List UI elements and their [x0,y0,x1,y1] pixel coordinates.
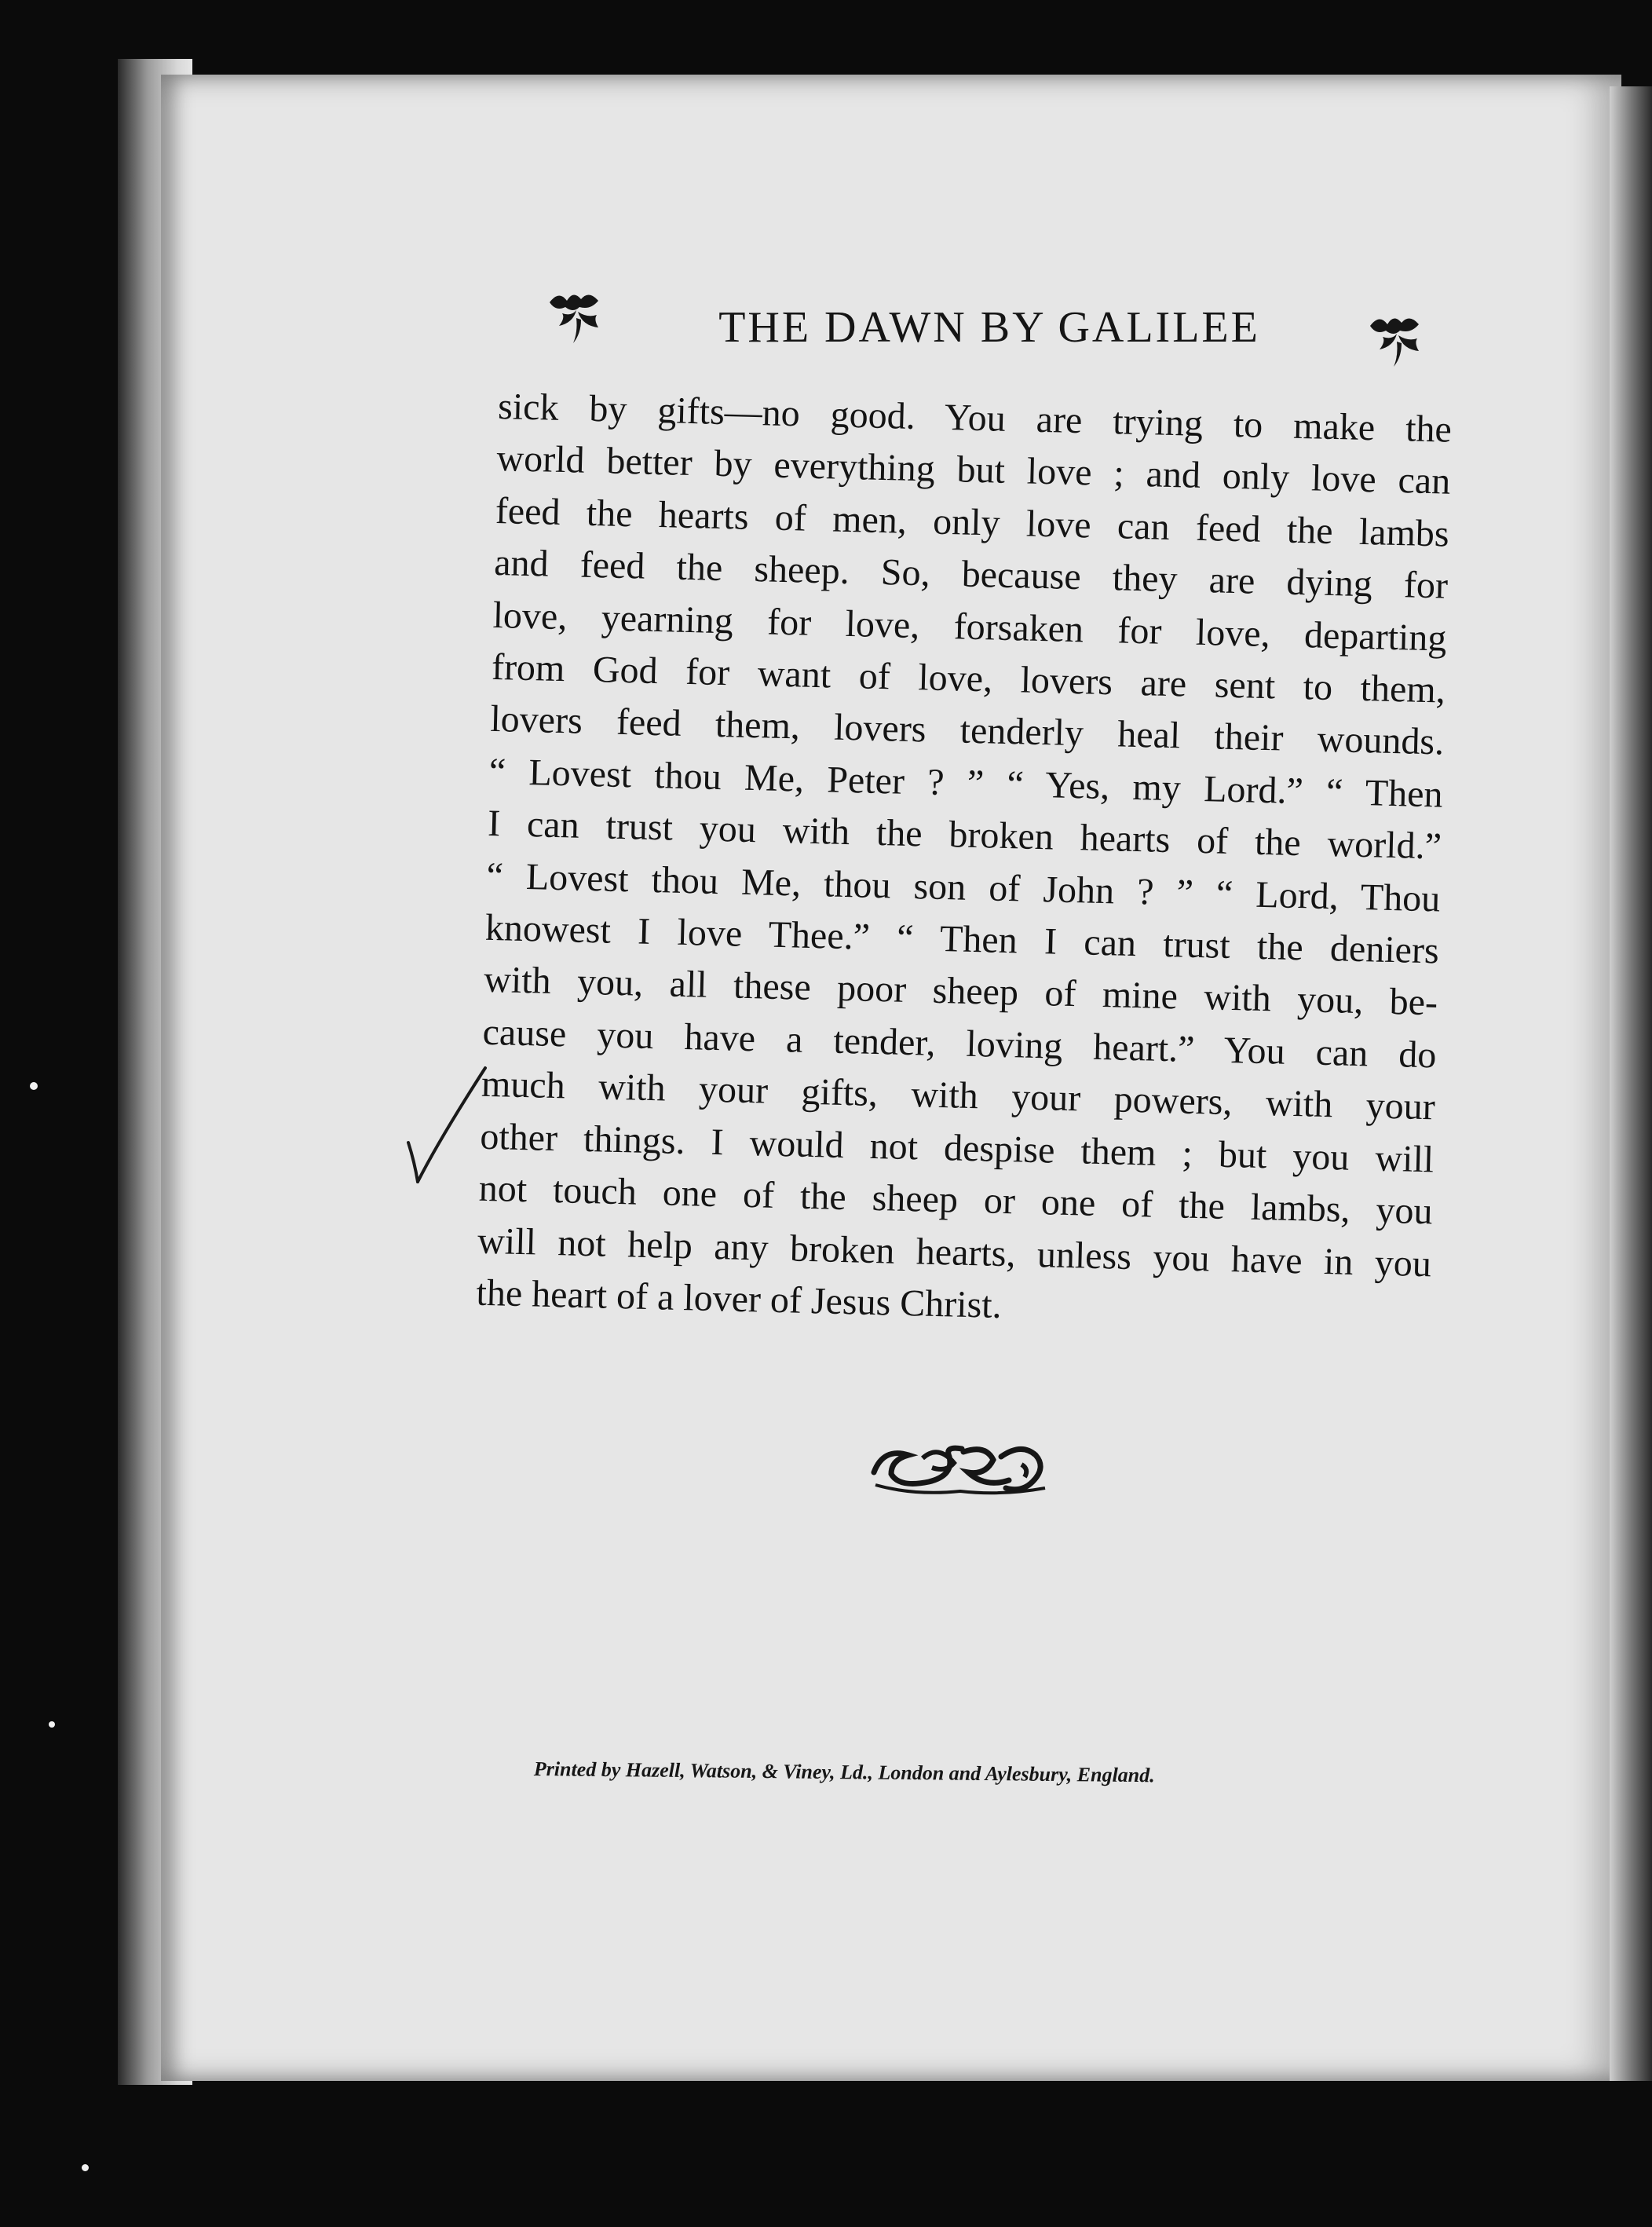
text-line: will not help any broken hearts, unless you have in you [477,1220,1432,1285]
scan-speck [30,1082,38,1090]
running-head-title: THE DAWN BY GALILEE [718,303,1260,352]
handwritten-checkmark-icon [400,1064,495,1190]
text-line: “ Lovest thou Me, Peter ? ” “ Yes, my Lord.” “ Then [488,750,1444,816]
text-line: knowest I love Thee.” “ Then I can trust the deniers [484,906,1440,972]
text-line: sick by gifts—no good. You are trying to make the [497,385,1453,451]
text-line: feed the hearts of men, only love can feed the lambs [495,489,1450,555]
text-line: not touch one of the sheep or one of the lambs, you [478,1167,1434,1233]
body-paragraph [476,381,1453,1343]
text-line: from God for want of love, lovers are sent to them, [491,645,1446,711]
text-line: with you, all these poor sheep of mine with you, be- [483,959,1438,1024]
text-line: I can trust you with the broken hearts of the world.” [487,803,1442,868]
text-line: other things. I would not despise them ; but you will [479,1115,1435,1181]
text-line: love, yearning for love, forsaken for love, departing [492,594,1448,660]
text-line: world better by everything but love ; and only love can [495,437,1451,503]
scan-speck [49,1721,55,1728]
running-head [542,287,1456,373]
text-line: lovers feed them, lovers tenderly heal their wounds. [489,698,1445,763]
text-line: the heart of a lover of Jesus Christ. [475,1271,1003,1326]
page-edge [1610,86,1652,2081]
text-line: and feed the sheep. So, because they are dying for [493,542,1449,607]
flower-ornament-right-icon [1362,310,1433,373]
scan-speck [82,2164,89,2171]
text-line: cause you have a tender, loving heart.” You can do [482,1011,1438,1077]
tailpiece-ornament-icon [868,1441,1052,1500]
text-line: “ Lovest thou Me, thou son of John ? ” “ Lord, Thou [485,854,1441,920]
text-line: much with your gifts, with your powers, with your [481,1063,1436,1128]
flower-ornament-left-icon [542,287,612,349]
printer-colophon: Printed by Hazell, Watson, & Viney, Ld., London and Aylesbury, England. [533,1757,1155,1787]
